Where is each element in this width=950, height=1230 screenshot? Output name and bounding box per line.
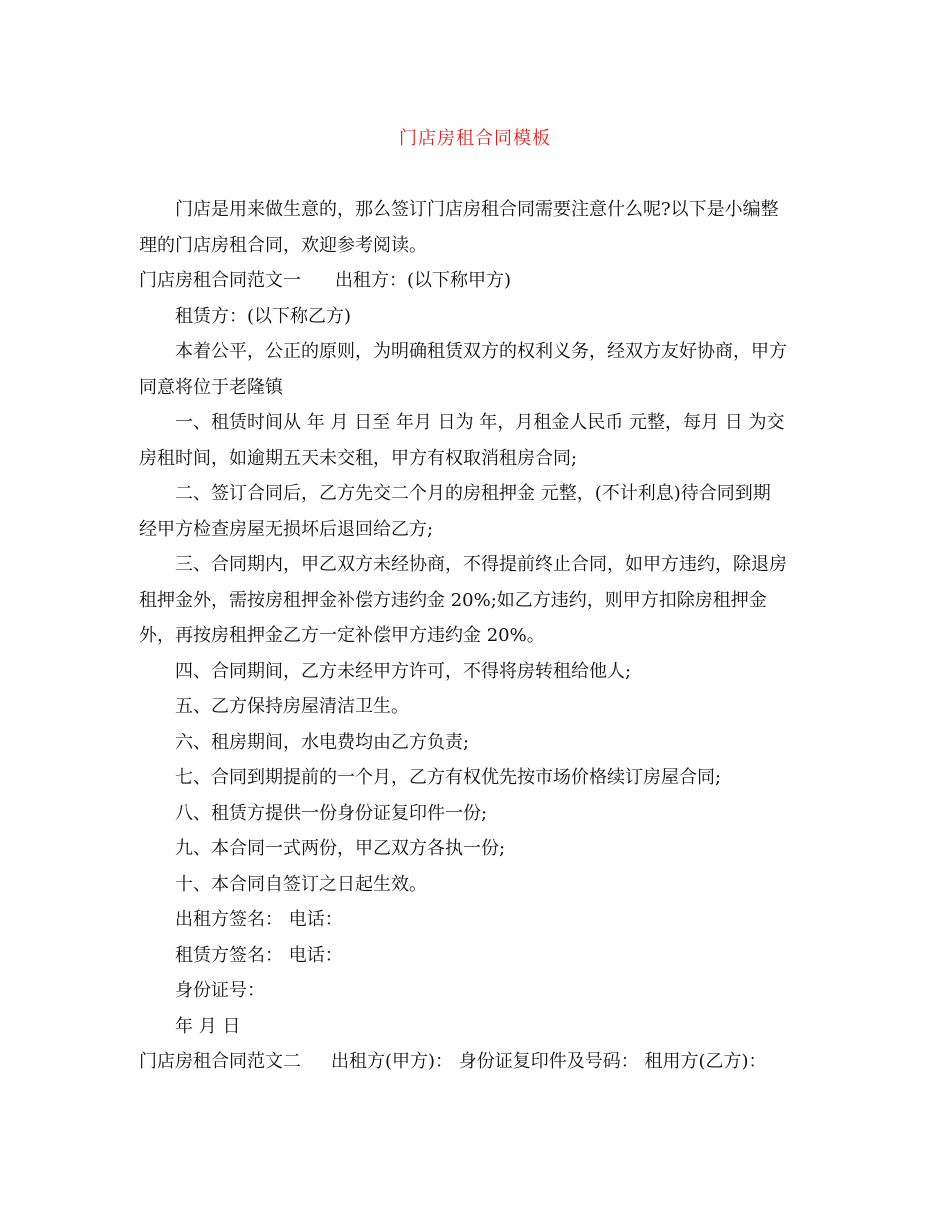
clause-9: 九、本合同一式两份，甲乙双方各执一份; — [175, 838, 506, 859]
document-title: 门店房租合同模板 — [399, 128, 551, 149]
clause-3-line-2: 租押金外，需按房租押金补偿方违约金 20%;如乙方违约，则甲方扣除房租押金 — [139, 589, 767, 611]
lessee-signature: 租赁方签名： 电话： — [175, 944, 343, 966]
preamble-line-1: 本着公平，公正的原则，为明确租赁双方的权利义务，经双方友好协商，甲方 — [175, 341, 787, 362]
clause-10: 十、本合同自签订之日起生效。 — [175, 873, 427, 895]
clause-3-line-1: 三、合同期内，甲乙双方未经协商，不得提前终止合同，如甲方违约，除退房 — [175, 554, 787, 575]
sample1-lessor: 出租方：(以下称甲方) — [335, 270, 512, 291]
sample2-heading-line — [139, 1044, 811, 1080]
document-body — [139, 192, 811, 1080]
intro-line-1: 门店是用来做生意的，那么签订门店房租合同需要注意什么呢?以下是小编整 — [175, 199, 779, 220]
clause-8: 八、租赁方提供一份身份证复印件一份; — [175, 802, 488, 824]
intro-line-2: 理的门店房租合同，欢迎参考阅读。 — [139, 234, 427, 256]
id-number: 身份证号： — [175, 980, 265, 1001]
clause-5: 五、乙方保持房屋清洁卫生。 — [175, 696, 409, 717]
sample1-preamble — [139, 334, 811, 405]
intro-paragraph — [139, 192, 811, 263]
clause-1-line-1: 一、租赁时间从 年 月 日至 年月 日为 年，月租金人民币 元整，每月 日 为交 — [175, 412, 785, 433]
preamble-line-2: 同意将位于老隆镇 — [139, 376, 283, 398]
clause-2 — [139, 476, 811, 547]
clause-1 — [139, 405, 811, 476]
clause-6: 六、租房期间，水电费均由乙方负责; — [175, 731, 470, 753]
sample1-heading-line — [139, 263, 811, 299]
sample1-lessee: 租赁方：(以下称乙方) — [175, 305, 352, 327]
clause-3 — [139, 547, 811, 654]
clause-2-line-2: 经甲方检查房屋无损坏后退回给乙方; — [139, 518, 434, 540]
clause-4: 四、合同期间，乙方未经甲方许可，不得将房转租给他人; — [175, 660, 632, 682]
lessor-signature: 出租方签名： 电话： — [175, 909, 343, 930]
signing-date: 年 月 日 — [175, 1015, 241, 1037]
clause-7: 七、合同到期提前的一个月，乙方有权优先按市场价格续订房屋合同; — [175, 767, 722, 788]
sample1-heading: 门店房租合同范文一 — [139, 270, 301, 291]
sample2-lessor: 出租方(甲方)： 身份证复印件及号码： 租用方(乙方)： — [331, 1051, 767, 1072]
clause-1-line-2: 房租时间，如逾期五天未交租，甲方有权取消租房合同; — [139, 447, 578, 469]
clause-2-line-1: 二、签订合同后，乙方先交二个月的房租押金 元整，(不计利息)待合同到期 — [175, 483, 771, 504]
clause-3-line-3: 外，再按房租押金乙方一定补偿甲方违约金 20%。 — [139, 625, 545, 646]
sample2-heading: 门店房租合同范文二 — [139, 1051, 301, 1072]
